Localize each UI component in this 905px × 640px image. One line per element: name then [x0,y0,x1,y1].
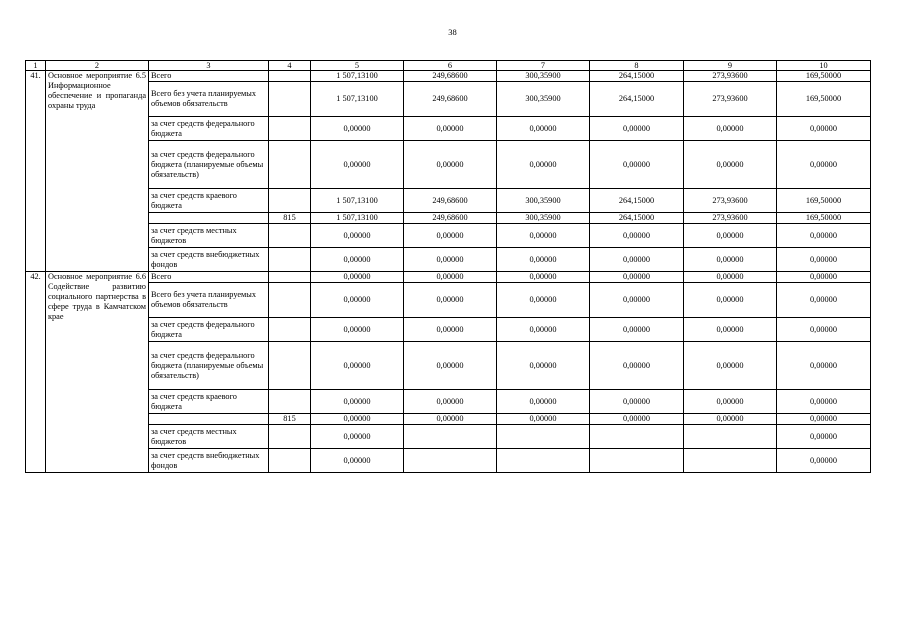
table-row [26,283,871,318]
budget-code [269,141,311,189]
column-number-cell: 4 [269,61,311,71]
amount-cell: 0,00000 [311,449,404,473]
funding-source: за счет средств внебюджетных фондов [149,449,269,473]
amount-cell: 0,00000 [404,342,497,390]
measure-number: 42. [26,272,46,473]
amount-cell: 0,00000 [311,272,404,283]
amount-cell: 0,00000 [404,141,497,189]
amount-cell: 0,00000 [497,342,590,390]
column-number-cell: 7 [497,61,590,71]
table-row [26,414,871,425]
budget-table [25,60,871,473]
table-row [26,117,871,141]
amount-cell: 0,00000 [590,248,684,272]
amount-cell: 1 507,13100 [311,71,404,82]
amount-cell: 0,00000 [590,141,684,189]
table-row [26,318,871,342]
funding-source [149,213,269,224]
amount-cell: 0,00000 [497,117,590,141]
budget-code [269,248,311,272]
amount-cell: 249,68600 [404,82,497,117]
amount-cell: 0,00000 [777,272,871,283]
amount-cell: 0,00000 [684,390,777,414]
column-number-cell: 2 [46,61,149,71]
amount-cell: 169,50000 [777,189,871,213]
amount-cell: 0,00000 [684,117,777,141]
amount-cell [684,449,777,473]
amount-cell: 0,00000 [311,283,404,318]
amount-cell [684,425,777,449]
funding-source: Всего без учета планируемых объемов обязательств [149,82,269,117]
amount-cell: 0,00000 [311,342,404,390]
amount-cell: 0,00000 [684,342,777,390]
budget-code [269,189,311,213]
amount-cell [590,425,684,449]
budget-code [269,425,311,449]
amount-cell: 0,00000 [590,117,684,141]
amount-cell: 0,00000 [590,283,684,318]
amount-cell: 300,35900 [497,213,590,224]
amount-cell: 0,00000 [404,248,497,272]
amount-cell: 0,00000 [404,283,497,318]
amount-cell: 0,00000 [684,414,777,425]
amount-cell: 273,93600 [684,189,777,213]
amount-cell: 264,15000 [590,82,684,117]
funding-source: за счет средств федерального бюджета [149,117,269,141]
amount-cell: 264,15000 [590,189,684,213]
amount-cell: 0,00000 [497,248,590,272]
amount-cell: 0,00000 [311,318,404,342]
amount-cell: 273,93600 [684,213,777,224]
amount-cell: 0,00000 [777,117,871,141]
amount-cell: 0,00000 [311,248,404,272]
funding-source: за счет средств федерального бюджета (планируемые объемы обязательств) [149,342,269,390]
funding-source: за счет средств федерального бюджета [149,318,269,342]
amount-cell: 0,00000 [404,390,497,414]
amount-cell: 1 507,13100 [311,189,404,213]
amount-cell: 249,68600 [404,71,497,82]
funding-source: за счет средств краевого бюджета [149,189,269,213]
amount-cell: 0,00000 [497,272,590,283]
amount-cell: 0,00000 [684,283,777,318]
amount-cell: 273,93600 [684,82,777,117]
budget-code: 815 [269,414,311,425]
amount-cell: 249,68600 [404,213,497,224]
column-number-cell: 6 [404,61,497,71]
funding-source: за счет средств внебюджетных фондов [149,248,269,272]
budget-code [269,82,311,117]
amount-cell: 0,00000 [590,414,684,425]
amount-cell: 264,15000 [590,213,684,224]
column-number-row [26,61,871,71]
table-row [26,71,871,82]
amount-cell: 0,00000 [590,272,684,283]
amount-cell: 0,00000 [497,414,590,425]
amount-cell: 0,00000 [590,318,684,342]
column-number-cell: 9 [684,61,777,71]
table-row [26,425,871,449]
budget-code: 815 [269,213,311,224]
amount-cell: 0,00000 [404,318,497,342]
funding-source: за счет средств местных бюджетов [149,224,269,248]
table-row [26,189,871,213]
column-number-cell: 8 [590,61,684,71]
budget-code [269,283,311,318]
amount-cell: 169,50000 [777,213,871,224]
amount-cell: 300,35900 [497,82,590,117]
amount-cell: 0,00000 [311,117,404,141]
amount-cell [590,449,684,473]
funding-source [149,414,269,425]
amount-cell: 0,00000 [684,318,777,342]
amount-cell: 0,00000 [777,390,871,414]
amount-cell: 169,50000 [777,82,871,117]
amount-cell: 0,00000 [777,414,871,425]
budget-code [269,71,311,82]
amount-cell: 0,00000 [777,283,871,318]
amount-cell: 0,00000 [497,390,590,414]
amount-cell: 0,00000 [684,248,777,272]
amount-cell: 0,00000 [777,425,871,449]
amount-cell: 0,00000 [777,224,871,248]
funding-source: Всего [149,272,269,283]
amount-cell: 0,00000 [684,272,777,283]
amount-cell: 0,00000 [497,141,590,189]
amount-cell: 0,00000 [311,425,404,449]
amount-cell: 0,00000 [777,449,871,473]
amount-cell: 1 507,13100 [311,213,404,224]
amount-cell: 264,15000 [590,71,684,82]
column-number-cell: 1 [26,61,46,71]
amount-cell: 0,00000 [590,224,684,248]
table-row [26,213,871,224]
funding-source: за счет средств федерального бюджета (планируемые объемы обязательств) [149,141,269,189]
amount-cell: 0,00000 [497,318,590,342]
measure-name: Основное мероприятие 6.5 Информационное обеспечение и пропаганда охраны труда [46,71,149,272]
amount-cell: 0,00000 [590,342,684,390]
column-number-cell: 10 [777,61,871,71]
table-row [26,272,871,283]
amount-cell: 0,00000 [404,414,497,425]
table-body [26,61,871,473]
column-number-cell: 3 [149,61,269,71]
amount-cell [404,449,497,473]
amount-cell [497,449,590,473]
amount-cell: 0,00000 [311,224,404,248]
table-row [26,224,871,248]
amount-cell: 0,00000 [590,390,684,414]
amount-cell: 0,00000 [777,248,871,272]
amount-cell: 300,35900 [497,71,590,82]
amount-cell: 0,00000 [684,224,777,248]
measure-name: Основное мероприятие 6.6 Содействие развитию социального партнерства в сфере труда в Камчатском крае [46,272,149,473]
column-number-cell: 5 [311,61,404,71]
amount-cell: 0,00000 [404,117,497,141]
amount-cell: 0,00000 [497,283,590,318]
amount-cell: 1 507,13100 [311,82,404,117]
funding-source: за счет средств краевого бюджета [149,390,269,414]
budget-code [269,272,311,283]
amount-cell: 169,50000 [777,71,871,82]
amount-cell: 0,00000 [311,390,404,414]
budget-code [269,224,311,248]
amount-cell: 273,93600 [684,71,777,82]
amount-cell: 0,00000 [311,414,404,425]
amount-cell: 249,68600 [404,189,497,213]
budget-code [269,390,311,414]
amount-cell: 0,00000 [684,141,777,189]
amount-cell [497,425,590,449]
amount-cell: 0,00000 [777,141,871,189]
table-row [26,141,871,189]
amount-cell: 0,00000 [777,318,871,342]
budget-code [269,117,311,141]
table-row [26,342,871,390]
page-number: 38 [448,27,457,37]
measure-number: 41. [26,71,46,272]
funding-source: Всего без учета планируемых объемов обязательств [149,283,269,318]
amount-cell: 0,00000 [404,224,497,248]
table-row [26,82,871,117]
amount-cell: 300,35900 [497,189,590,213]
amount-cell: 0,00000 [777,342,871,390]
table-row [26,248,871,272]
amount-cell: 0,00000 [311,141,404,189]
amount-cell [404,425,497,449]
budget-code [269,318,311,342]
funding-source: Всего [149,71,269,82]
budget-code [269,449,311,473]
budget-code [269,342,311,390]
amount-cell: 0,00000 [497,224,590,248]
table-row [26,449,871,473]
funding-source: за счет средств местных бюджетов [149,425,269,449]
table-row [26,390,871,414]
amount-cell: 0,00000 [404,272,497,283]
